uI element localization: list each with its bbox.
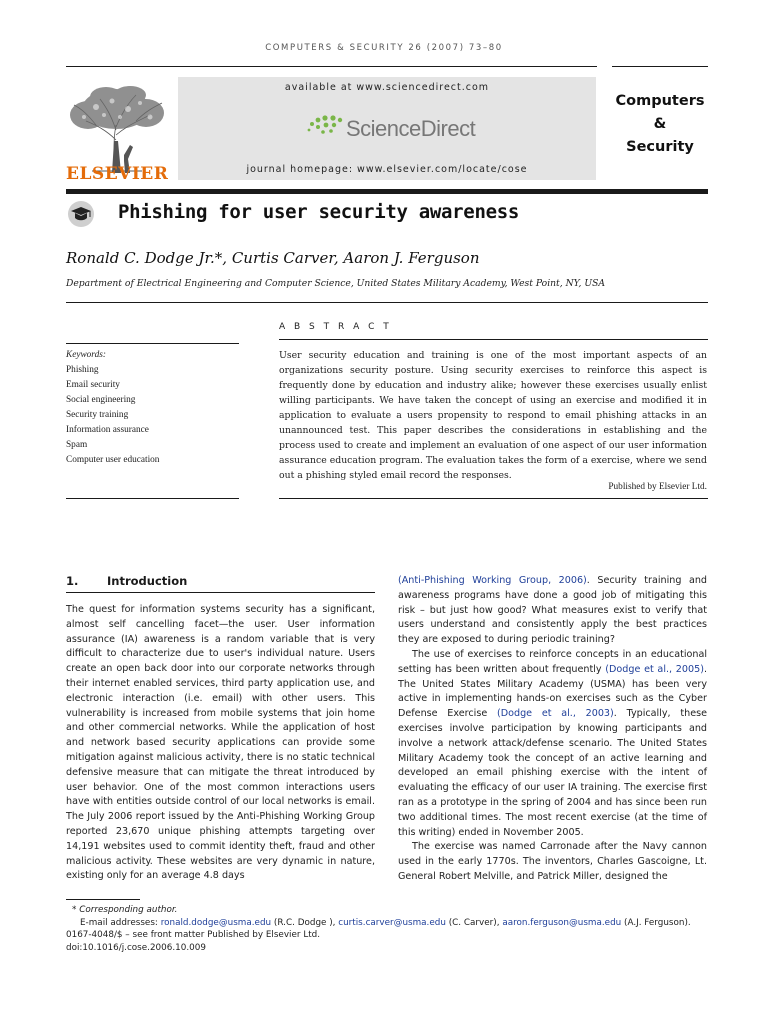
author-list: Ronald C. Dodge Jr.*, Curtis Carver, Aaron J. Ferguson [66,249,480,267]
elsevier-wordmark: ELSEVIER [66,164,169,184]
keywords-bottom-rule [66,498,239,499]
body-column-left [66,603,375,884]
body-paragraph [398,648,707,840]
body-text: The use of exercises to reinforce concepts in an educational setting has been written about frequently [398,648,707,675]
sciencedirect-logo-text: ScienceDirect [346,116,476,141]
citation-link[interactable]: (Dodge et al., 2005) [605,663,704,675]
keyword-item: Phishing [66,365,99,375]
paper-title: Phishing for user security awareness [118,201,520,223]
author-affiliation: Department of Electrical Engineering and Computer Science, United States Military Academy, West Point, NY, USA [66,278,606,289]
body-paragraph: The quest for information systems security has a significant, almost self cancelling facet—the user. User information assurance (IA) awareness is a random variable that is very difficult to characterize due to user's individual nature. Users create an open back door into our corporate networks through their internet enabled services, third party application use, and electronic interaction (i.e. email) with other users. This vulnerability is increased from mobile systems that join home and other commercial networks. While the application of host and network based security applications can provide some mitigation against malicious activity, there is no static technical defensive measure that can mitigate the threat introduced by user behavior. One of the most common interactions users have with entities outside control of our local networks is email. The July 2006 report issued by the Anti-Phishing Working Group reported 23,670 unique phishing attempts targeting over 14,191 websites used to commit identity theft, fraud and other malicious activity. These websites are very dynamic in nature, existing only for an average 4.8 days [66,604,375,882]
email-owner: (A.J. Ferguson). [621,917,691,928]
doi-line: doi:10.1016/j.cose.2006.10.009 [66,942,206,953]
abstract-text: User security education and training is one of the most important aspects of an organizations security posture. Using security exercises to reinforce this aspect is frequently done by education and industry alike; however these exercises usually enlist willing participants. We have taken the concept of using an exercise and modified it in application to evaluate a users propensity to respond to email phishing attacks in an unannounced test. This paper describes the considerations in establishing and the process used to create and implement an evaluation of one aspect of our user information assurance education program. The evaluation takes the form of a exercise, where we send out a phishing styled email record the responses. [279,350,707,481]
body-text: . Typically, these exercises involve participation by knowing participants and involve a network attack/defense scenario. The United States Military Academy took the concept of an active learning and developed an email phishing exercise with the intent of evaluating the efficacy of our user IA training. The exercise first ran as a prototype in the spring of 2004 and has since been run two additional times. The most recent exercise (at the time of this writing) ended in November 2005. [398,708,708,838]
affiliation-rule [66,302,708,303]
keyword-item: Security training [66,410,129,420]
journal-title-line-2: & [653,116,667,132]
keyword-item: Computer user education [66,455,160,465]
body-text: . Security training and awareness programs have done a good job of mitigating this risk – but just how good? What measures exist to verify that users understand and consistently apply the best practices they are exposed to during periodic training? [398,575,707,646]
journal-title [612,90,708,159]
body-paragraph [398,574,707,648]
email-link[interactable]: curtis.carver@usma.edu [338,917,446,928]
body-column-right [398,574,707,885]
corresponding-author-note: * Corresponding author. [72,905,178,915]
citation-link[interactable]: (Dodge et al., 2003) [496,708,614,720]
journal-title-line-3: Security [626,139,694,155]
keyword-item: Email security [66,380,120,390]
email-addresses [66,917,708,930]
abstract-top-rule [279,339,708,340]
journal-reference: COMPUTERS & SECURITY 26 (2007) 73–80 [265,43,503,53]
header-top-rule [66,66,597,67]
keywords-top-rule [66,343,239,344]
body-text: . The United States Military Academy (USMA) has been very active in implementing hands-on exercises such as the Cyber Defense Exercise [398,663,707,720]
issn-line: 0167-4048/$ – see front matter Published by Elsevier Ltd. [66,930,321,941]
available-at-link[interactable]: available at www.sciencedirect.com [284,82,490,93]
sciencedirect-dots-icon [306,114,348,138]
abstract-heading: A B S T R A C T [279,322,392,332]
keyword-item: Information assurance [66,425,149,435]
header-top-rule-right [612,66,708,67]
keyword-item: Social engineering [66,395,136,405]
footnote-rule [66,899,140,900]
email-link[interactable]: aaron.ferguson@usma.edu [502,917,622,928]
email-link[interactable]: ronald.dodge@usma.edu [160,917,272,928]
keywords-heading: Keywords: [66,350,106,360]
body-paragraph: The exercise was named Carronade after the Navy cannon used in the early 1770s. The inventors, Charles Gascoigne, Lt. General Robert Melville, and Patrick Miller, designed the [398,841,707,882]
email-owner: (R.C. Dodge ), [271,917,339,928]
keyword-item: Spam [66,440,88,450]
published-by: Published by Elsevier Ltd. [608,482,707,492]
email-prefix: E-mail addresses: [80,917,161,928]
footnotes [66,904,708,954]
crossmark-icon[interactable] [66,199,96,229]
header-thick-rule [66,189,708,194]
journal-homepage-link[interactable]: journal homepage: www.elsevier.com/locate/cose [246,164,528,175]
journal-title-line-1: Computers [615,93,705,109]
citation-link[interactable]: (Anti-Phishing Working Group, 2006) [398,575,587,586]
section-title: Introduction [107,574,188,588]
keywords-block [66,348,239,468]
section-number: 1. [66,574,79,588]
email-owner: (C. Carver), [445,917,503,928]
abstract-bottom-rule [279,498,708,499]
section-rule [66,592,375,593]
